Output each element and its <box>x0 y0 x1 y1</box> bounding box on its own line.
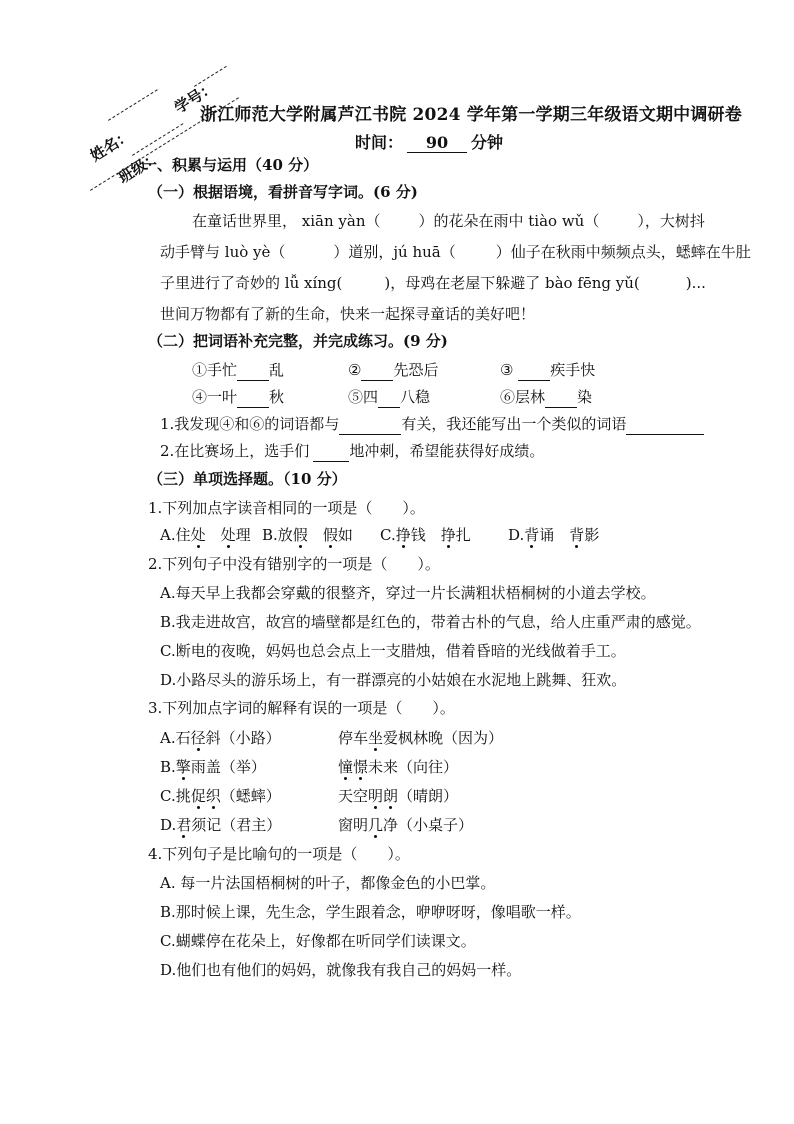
section1-heading: 一、积累与运用（40 分） <box>142 156 319 174</box>
idiom-text: 先恐后 <box>393 361 439 379</box>
idiom-text: ⑥层林 <box>500 388 546 406</box>
option-c[interactable]: C.挣钱 挣扎 <box>380 526 471 544</box>
mc-question-4: 4.下列句子是比喻句的一项是（ ）。 <box>148 845 410 863</box>
question-text: 有关，我还能写出一个类似的词语 <box>401 415 627 433</box>
mc-q2-option-d[interactable]: D.小路尽头的游乐场上，有一群漂亮的小姑娘在水泥地上跳舞、狂欢。 <box>160 671 627 689</box>
mc-question-2: 2.下列句子中没有错别字的一项是（ ）。 <box>148 555 440 573</box>
pinyin-text: 子里进行了奇妙的 lǚ xíng( <box>160 274 343 292</box>
exam-title: 浙江师范大学附属芦江书院 2024 学年第一学期三年级语文期中调研卷 <box>200 105 742 125</box>
mc-q1-options <box>160 524 599 546</box>
question-text: 1.我发现④和⑥的词语都与 <box>160 415 340 433</box>
pinyin-text: )... <box>685 274 706 292</box>
idiom-blank[interactable] <box>378 389 400 408</box>
mc-q4-option-c[interactable]: C.蝴蝶停在花朵上，好像都在听同学们读课文。 <box>160 932 476 950</box>
mc-q4-option-d[interactable]: D.他们也有他们的妈妈，就像我有我自己的妈妈一样。 <box>160 961 522 979</box>
time-prefix: 时间： <box>355 133 404 152</box>
mc-q3-option-c[interactable]: C.挑促织（蟋蟀） 天空明朗（晴朗） <box>160 787 459 805</box>
mc-q4-option-a[interactable]: A. 每一片法国梧桐树的叶子，都像金色的小巴掌。 <box>160 874 496 892</box>
mc-q3-option-a[interactable]: A.石径斜（小路） 停车坐爱枫林晚（因为） <box>160 729 504 747</box>
idiom-text: ⑤四 <box>348 388 379 406</box>
time-value: 90 <box>407 133 467 153</box>
pinyin-text: 在童话世界里， xiān yàn（ <box>192 212 381 230</box>
part1-heading: （一）根据语境，看拼音写字词。(6 分) <box>148 183 418 201</box>
idiom-question-2 <box>160 440 544 462</box>
idiom-text: 秋 <box>269 388 285 406</box>
mc-q3-option-d[interactable]: D.君须记（君主） 窗明几净（小桌子） <box>160 816 474 834</box>
part2-heading: （二）把词语补充完整，并完成练习。(9 分) <box>148 332 448 350</box>
name-blank[interactable] <box>108 89 158 121</box>
idiom-text: 染 <box>577 388 593 406</box>
mc-q4-option-b[interactable]: B.那时候上课，先生念，学生跟着念，咿咿呀呀，像唱歌一样。 <box>160 903 581 921</box>
answer-blank[interactable] <box>339 416 401 435</box>
idiom-text: 乱 <box>269 361 285 379</box>
idiom-text: ③ <box>500 361 514 379</box>
idiom-question-1 <box>160 413 704 435</box>
mc-q3-option-b[interactable]: B.擎雨盖（举） 憧憬未来（向往） <box>160 758 459 776</box>
exam-time <box>355 130 503 153</box>
pinyin-text: ）道别，jú huā（ <box>333 243 456 261</box>
mc-question-3: 3.下列加点字词的解释有误的一项是（ ）。 <box>148 699 455 717</box>
idiom-blank[interactable] <box>361 362 393 381</box>
part3-heading: （三）单项选择题。（10 分） <box>148 470 347 488</box>
name-label: 姓名： <box>87 125 135 165</box>
idiom-row-2 <box>192 386 592 408</box>
pinyin-text: )，母鸡在老屋下躲避了 bào fēng yǔ( <box>384 274 640 292</box>
mc-question-1: 1.下列加点字读音相同的一项是（ ）。 <box>148 499 425 517</box>
pinyin-text: ）的花朵在雨中 tiào wǔ（ <box>418 212 600 230</box>
idiom-text: 八稳 <box>400 388 431 406</box>
idiom-text: ①手忙 <box>192 361 238 379</box>
option-b[interactable]: B.放假 假如 <box>262 526 353 544</box>
pinyin-text: ）仙子在秋雨中频频点头，蟋蟀在牛肚 <box>495 243 751 261</box>
option-a[interactable]: A.住处 处理 <box>160 526 251 544</box>
pinyin-line-2 <box>160 241 751 263</box>
class-blank[interactable] <box>132 123 183 156</box>
idiom-text: ② <box>348 361 362 379</box>
answer-blank[interactable] <box>313 443 349 462</box>
idiom-row-1 <box>192 359 595 381</box>
idiom-text: 疾手快 <box>550 361 596 379</box>
class-label: 班级： <box>115 147 163 187</box>
pinyin-text: ），大树抖 <box>637 212 705 230</box>
idiom-blank[interactable] <box>237 362 269 381</box>
pinyin-line-3 <box>160 272 706 294</box>
time-suffix: 分钟 <box>471 133 504 152</box>
mc-q2-option-b[interactable]: B.我走进故宫，故宫的墙壁都是红色的，带着古朴的气息，给人庄重严肃的感觉。 <box>160 613 701 631</box>
mc-q2-option-a[interactable]: A.每天早上我都会穿戴的很整齐，穿过一片长满粗状梧桐树的小道去学校。 <box>160 584 656 602</box>
question-text: 地冲刺，希望能获得好成绩。 <box>349 442 545 460</box>
option-d[interactable]: D.背诵 背影 <box>508 526 600 544</box>
pinyin-line-4: 世间万物都有了新的生命，快来一起探寻童话的美好吧！ <box>160 305 536 323</box>
idiom-blank[interactable] <box>545 389 577 408</box>
id-label: 学号： <box>171 77 219 117</box>
mc-q2-option-c[interactable]: C.断电的夜晚，妈妈也总会点上一支腊烛，借着昏暗的光线做着手工。 <box>160 642 626 660</box>
idiom-blank[interactable] <box>518 362 550 381</box>
pinyin-text: 动手臂与 luò yè（ <box>160 243 286 261</box>
idiom-text: ④一叶 <box>192 388 238 406</box>
answer-blank[interactable] <box>626 416 704 435</box>
idiom-blank[interactable] <box>237 389 269 408</box>
pinyin-line-1 <box>192 210 705 232</box>
question-text: 2.在比赛场上，选手们 <box>160 442 310 460</box>
